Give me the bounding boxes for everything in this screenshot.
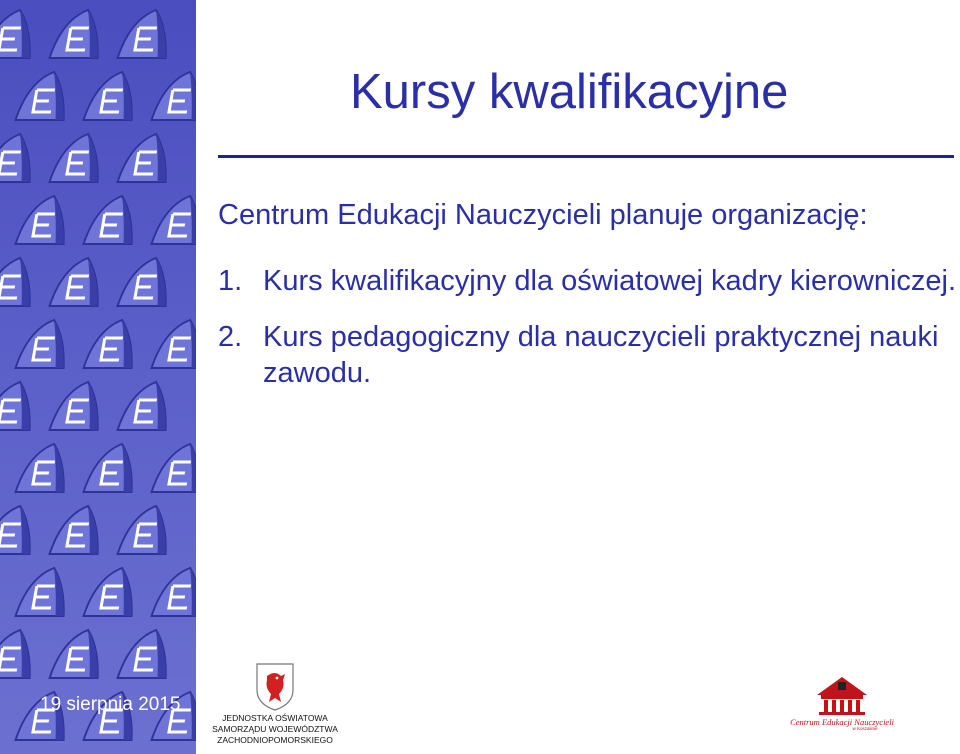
logo-pattern-background <box>0 0 196 754</box>
cen-building-logo-icon <box>787 673 897 731</box>
intro-text: Centrum Edukacji Nauczycieli planuje organizację: <box>218 199 868 231</box>
unit-caption-line: SAMORZĄDU WOJEWÓDZTWA <box>212 724 338 734</box>
course-list <box>218 263 958 411</box>
list-item-number: 1. <box>218 265 243 297</box>
list-item <box>218 263 958 299</box>
list-item-number: 2. <box>218 321 243 353</box>
list-item-text: Kurs kwalifikacyjny dla oświatowej kadry kierowniczej. <box>263 265 957 297</box>
title-divider <box>218 155 954 158</box>
slide-date: 19 sierpnia 2015 <box>40 694 181 715</box>
svg-text:Centrum Edukacji Nauczycieli: Centrum Edukacji Nauczycieli <box>790 717 894 727</box>
list-item <box>218 319 958 391</box>
griffin-crest-icon <box>255 662 295 712</box>
list-item-text: Kurs pedagogiczny dla nauczycieli praktycznej nauki zawodu. <box>263 321 939 389</box>
svg-text:w Koszalinie: w Koszalinie <box>852 726 878 731</box>
left-decorative-panel <box>0 0 196 754</box>
unit-caption-line: JEDNOSTKA OŚWIATOWA <box>222 713 328 723</box>
unit-caption-line: ZACHODNIOPOMORSKIEGO <box>217 735 333 745</box>
slide-title: Kursy kwalifikacyjne <box>350 65 789 119</box>
unit-caption <box>205 713 345 746</box>
